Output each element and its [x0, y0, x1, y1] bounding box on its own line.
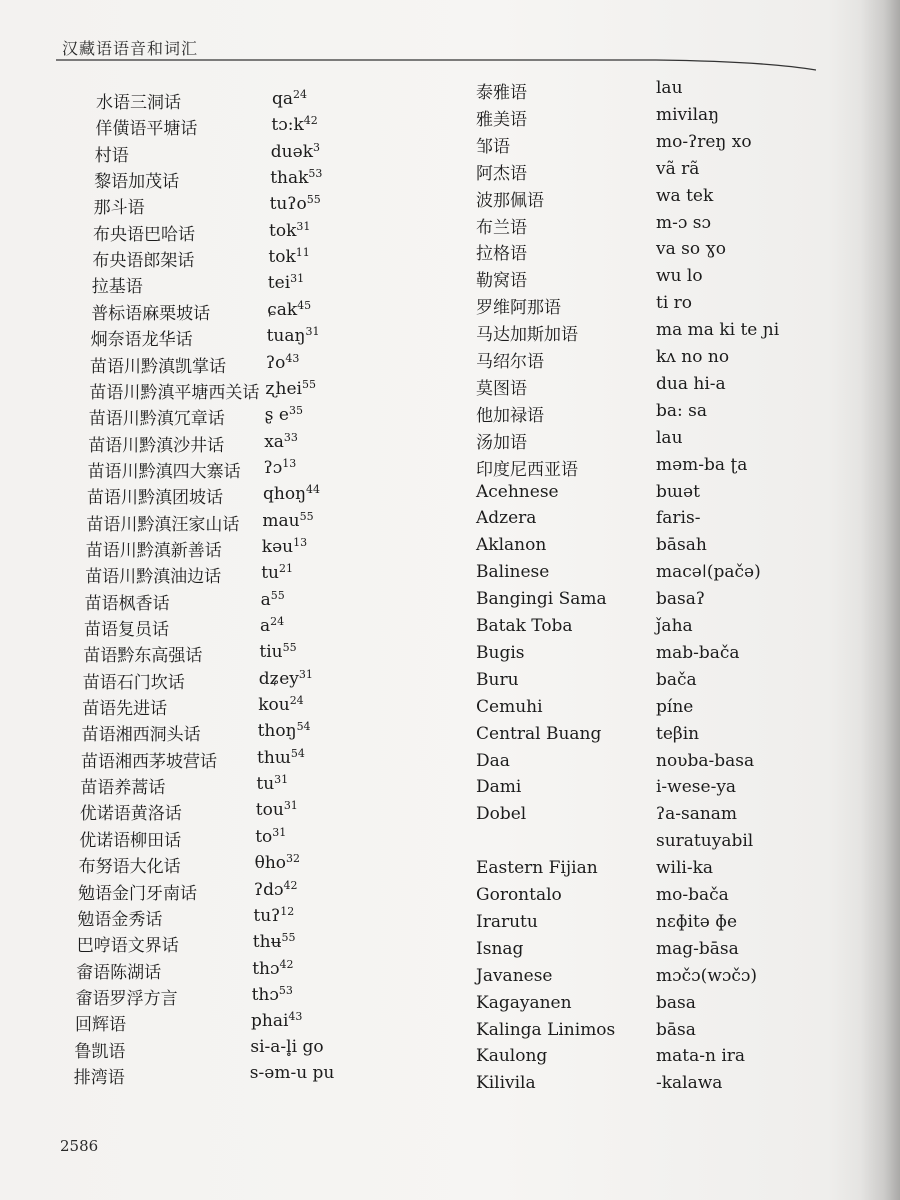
word-form-text: mo-ʔreŋ xo [656, 131, 752, 152]
language-name: 黎语加茂话 [94, 172, 180, 193]
language-name: 马达加斯加语 [476, 325, 578, 346]
word-form-text: ʔa-sanam [656, 804, 738, 825]
word-form-text: ʐhei [265, 378, 302, 399]
word-form [656, 374, 726, 394]
tone-number: 21 [278, 562, 293, 576]
word-form [261, 589, 285, 610]
word-form-text: kou [258, 695, 290, 716]
word-form [656, 293, 692, 313]
word-form [656, 266, 703, 286]
word-form-text: mo-bača [656, 885, 729, 905]
word-form-text: tok [268, 247, 296, 268]
word-form-text: a [260, 589, 271, 610]
language-name: 布央语巴哈话 [93, 224, 195, 245]
word-form [656, 482, 700, 502]
language-name: 拉格语 [476, 244, 527, 265]
language-name: 苗语枫香话 [84, 593, 170, 614]
language-name: Bangingi Sama [476, 589, 607, 610]
language-name: 罗维阿那语 [476, 298, 561, 319]
language-name: 普标语麻栗坡话 [91, 303, 211, 324]
word-form-text: píne [656, 696, 694, 717]
word-form [656, 616, 693, 636]
language-name: 波那佩语 [476, 190, 544, 211]
language-name: 畲语罗浮方言 [75, 988, 178, 1009]
word-form-text: tou [255, 800, 284, 821]
word-form-text: m-ɔ sɔ [656, 212, 712, 233]
word-form-text: i-wese-ya [656, 777, 737, 798]
tone-number: 42 [303, 114, 318, 128]
language-name: 苗语川黔滇冗章话 [88, 409, 225, 430]
language-name: 炯奈语龙华话 [90, 330, 193, 351]
word-form-text: ʔo [266, 352, 286, 373]
tone-number: 31 [296, 219, 311, 233]
tone-number: 31 [283, 799, 298, 813]
language-name: 苗语石门坎话 [82, 672, 185, 693]
word-form-text: dua hi-a [656, 373, 726, 394]
word-form-text: -kalawa [656, 1073, 723, 1094]
word-form-text: ba: sa [656, 400, 708, 421]
word-form-text: bača [656, 669, 697, 690]
word-form-text: va so ɣo [656, 239, 726, 260]
language-name: 村语 [94, 145, 129, 166]
word-form-text: mivilaŋ [656, 104, 720, 125]
word-form [656, 993, 696, 1013]
word-form [656, 777, 736, 797]
word-form [269, 220, 310, 241]
tone-number: 31 [290, 272, 305, 286]
language-name: 苗语复员话 [84, 620, 169, 640]
language-name: 苗语川黔滇油边话 [85, 567, 222, 588]
page-edge-shadow [860, 0, 900, 1200]
word-form [656, 132, 752, 152]
language-name: Dobel [476, 804, 527, 825]
language-name: 苗语川黔滇凯掌话 [90, 356, 226, 377]
word-form-text: basaʔ [656, 589, 705, 610]
word-form-text: lau [656, 78, 683, 98]
word-form [263, 483, 320, 504]
language-name: 畲语陈湖话 [76, 962, 162, 983]
word-form-text: bāsa [656, 1019, 696, 1040]
word-form-text: suratuyabil [656, 831, 754, 852]
word-form-text: macəǀ(pačə) [656, 562, 761, 583]
tone-number: 55 [302, 377, 316, 391]
word-form-text: ʔɔ [263, 457, 283, 478]
word-form-text: ɕak [267, 299, 298, 320]
word-form-text: bɯət [656, 481, 700, 502]
language-name: Central Buang [476, 723, 602, 744]
word-form [267, 299, 311, 320]
language-name: Isnag [476, 938, 524, 959]
word-form-text: lau [656, 427, 683, 448]
word-form [271, 141, 320, 162]
word-form [253, 905, 294, 926]
tone-number: 43 [288, 1010, 303, 1024]
word-form [271, 114, 317, 135]
word-form [257, 747, 305, 768]
language-name: 那斗语 [93, 198, 145, 219]
language-name: Balinese [476, 562, 550, 583]
word-form-text: thak [270, 168, 309, 189]
word-form [266, 352, 299, 373]
word-form-text: faris- [656, 508, 701, 529]
tone-number: 42 [283, 878, 298, 892]
language-name: Eastern Fijian [476, 858, 598, 879]
tone-number: 54 [290, 746, 305, 760]
word-form [656, 105, 719, 125]
tone-number: 24 [289, 694, 304, 708]
word-form-text: thɔ [252, 958, 280, 979]
word-form [252, 958, 293, 979]
word-form-text: kʌ no no [656, 347, 730, 367]
word-form-text: si-a-l̥i go [250, 1036, 324, 1057]
word-form-text: mau [262, 510, 300, 531]
word-form [656, 508, 700, 528]
word-form [264, 431, 298, 452]
language-name: 苗语川黔滇新善话 [85, 540, 222, 561]
language-name: 阿杰语 [476, 163, 527, 184]
word-form [254, 879, 298, 900]
word-form-text: məm-ba ʈa [656, 454, 748, 475]
word-form-text: a [260, 616, 271, 636]
word-form-text: thɔ [251, 984, 279, 1005]
word-form [656, 562, 761, 582]
language-name: 苗语川黔滇平塘西关话 [89, 382, 260, 403]
language-name: 泰雅语 [476, 83, 527, 103]
language-name: 苗语养蒿话 [80, 778, 166, 799]
language-name: 布央语郎架话 [92, 251, 195, 272]
tone-number: 54 [296, 720, 311, 734]
language-name: Aklanon [476, 535, 547, 556]
word-form [267, 325, 320, 346]
page-number: 2586 [60, 1137, 99, 1155]
word-form [656, 885, 729, 905]
word-form-text: tuʔo [269, 194, 307, 215]
word-form-text: thɯ [257, 747, 291, 768]
word-form-text: ʔdɔ [254, 879, 284, 900]
language-name: 莫图语 [476, 378, 527, 399]
language-name: 布努语大化话 [78, 857, 181, 878]
language-name: 拉基语 [91, 277, 143, 298]
word-form-text: ǰaha [656, 616, 693, 636]
word-form [256, 799, 298, 820]
word-form [656, 535, 707, 555]
language-name: 苗语黔东高强话 [83, 646, 203, 667]
tone-number: 32 [286, 852, 301, 866]
tone-number: 55 [299, 509, 314, 523]
language-name: 苗语川黔滇四大寨话 [87, 461, 241, 482]
language-name: Kagayanen [476, 992, 572, 1013]
language-name: 苗语先进话 [82, 699, 168, 720]
word-form-text: θho [254, 853, 287, 874]
word-form-text: phai [251, 1011, 289, 1032]
tone-number: 55 [270, 588, 285, 602]
tone-number: 55 [281, 931, 296, 945]
language-name: Javanese [476, 965, 553, 986]
running-head: 汉藏语语音和词汇 [62, 39, 199, 58]
word-form [256, 773, 288, 794]
tone-number: 24 [270, 615, 285, 628]
word-form [656, 643, 740, 663]
word-form [260, 615, 284, 636]
word-form [265, 378, 316, 399]
word-form-text: xa [264, 431, 284, 452]
word-form [259, 641, 296, 662]
tone-number: 11 [295, 246, 310, 260]
word-form [258, 720, 311, 741]
word-form [656, 320, 779, 340]
word-form-text: nɛɸitə ɸe [656, 911, 738, 932]
tone-number: 13 [293, 535, 308, 549]
word-form [656, 589, 705, 609]
tone-number: 33 [283, 430, 298, 444]
tone-number: 31 [272, 825, 287, 839]
word-form-text: s-əm-u pu [249, 1062, 335, 1083]
language-name: 苗语湘西洞头话 [81, 725, 201, 746]
word-form [656, 213, 711, 233]
tone-number: 53 [308, 167, 323, 181]
word-form [255, 826, 286, 847]
word-form-text: duək [270, 141, 313, 162]
language-name: 佯僙语平塘话 [95, 119, 198, 140]
word-form-text: wa tek [656, 185, 714, 206]
language-name: Gorontalo [476, 885, 562, 905]
language-name: Dami [476, 777, 522, 798]
word-form [270, 193, 321, 214]
word-form [255, 852, 300, 873]
tone-number: 55 [306, 193, 321, 207]
tone-number: 31 [274, 773, 289, 787]
language-name: Adzera [476, 508, 537, 529]
language-name: Bugis [476, 642, 525, 663]
word-form [268, 272, 304, 293]
tone-number: 45 [297, 298, 312, 312]
word-form [261, 562, 293, 583]
word-form [262, 510, 313, 531]
word-form [262, 536, 307, 557]
word-form [656, 239, 726, 259]
word-form-text: tɔ:k [271, 115, 304, 136]
tone-number: 53 [278, 983, 293, 997]
tone-number: 3 [313, 140, 320, 154]
language-name: 巴哼语文界话 [76, 936, 179, 957]
word-form [656, 939, 739, 959]
word-form [656, 401, 707, 421]
word-form [656, 78, 683, 98]
word-form [656, 159, 699, 179]
word-form [253, 931, 296, 952]
word-form [264, 457, 297, 478]
word-form-text: ti ro [656, 293, 693, 314]
language-name: Daa [476, 750, 510, 771]
word-form-text: tu [261, 563, 279, 584]
word-form-text: tuʔ [253, 905, 281, 926]
word-form-text: wu lo [656, 266, 703, 287]
language-name: 苗语川黔滇沙井话 [88, 435, 225, 456]
word-form [656, 724, 699, 744]
word-form [250, 1063, 335, 1083]
word-form [656, 347, 729, 367]
language-name: Kaulong [476, 1046, 548, 1067]
word-form [250, 1037, 323, 1057]
word-form [270, 167, 322, 188]
word-form [656, 186, 713, 206]
language-name: 雅美语 [476, 109, 527, 130]
word-form [656, 804, 737, 824]
word-form [656, 1020, 696, 1040]
word-form [656, 1073, 722, 1093]
tone-number: 13 [282, 456, 297, 470]
word-form [259, 668, 313, 689]
language-name: 汤加语 [476, 432, 527, 453]
language-name: 印度尼西亚语 [476, 459, 578, 480]
language-name: 鲁凯语 [74, 1041, 126, 1062]
word-form-text: tiu [259, 642, 283, 663]
tone-number: 12 [280, 904, 295, 918]
language-name: 排湾语 [73, 1067, 125, 1088]
language-name: 邹语 [476, 136, 510, 157]
word-form-text: ma ma ki te ɲi [656, 320, 780, 341]
word-form [272, 88, 307, 109]
word-form [656, 697, 693, 717]
tone-number: 24 [293, 88, 308, 101]
word-form-text: teβin [656, 723, 700, 744]
word-form-text: mag-bāsa [656, 938, 739, 959]
language-name: 布兰语 [476, 217, 527, 238]
language-name: 他加禄语 [476, 405, 544, 426]
language-name: 水语三洞话 [96, 93, 181, 113]
language-name: 苗语川黔滇团坡话 [87, 488, 223, 509]
word-form [656, 831, 753, 851]
word-form-text: dʑey [258, 668, 299, 689]
language-name: 苗语川黔滇汪家山话 [86, 514, 240, 535]
word-form-text: mata-n ira [656, 1046, 746, 1067]
word-form-text: qhoŋ [263, 484, 307, 505]
language-name: Acehnese [476, 481, 559, 502]
word-form-text: to [255, 826, 273, 847]
language-name: 优诺语黄洛话 [79, 804, 182, 825]
language-name: Irarutu [476, 911, 538, 932]
word-form [258, 694, 304, 715]
language-name: 勉语金秀话 [77, 909, 163, 930]
word-form-text: tuaŋ [266, 326, 306, 347]
language-name: 回辉语 [75, 1015, 126, 1036]
word-form [251, 1010, 302, 1031]
word-form [656, 858, 713, 878]
word-form [656, 751, 754, 771]
language-name: Kalinga Linimos [476, 1019, 616, 1040]
word-form [656, 912, 737, 932]
language-name: 勒窝语 [476, 271, 527, 292]
word-form-text: bāsah [656, 535, 707, 556]
tone-number: 31 [298, 667, 313, 681]
word-form-text: tu [256, 774, 275, 795]
tone-number: 35 [289, 404, 303, 418]
word-form-text: thʉ [252, 932, 282, 953]
word-form-text: vã rã [656, 158, 700, 179]
word-form-text: basa [656, 992, 696, 1013]
word-form [656, 670, 697, 690]
word-form [656, 455, 747, 475]
tone-number: 44 [306, 483, 321, 497]
word-form [252, 984, 293, 1005]
tone-number: 43 [285, 351, 300, 365]
word-form-text: tok [269, 220, 297, 241]
language-name: 优诺语柳田话 [79, 830, 182, 851]
tone-number: 42 [279, 957, 294, 971]
language-name: Batak Toba [476, 616, 573, 636]
word-form-text: kəu [261, 536, 294, 557]
language-name: 勉语金门牙南话 [78, 883, 197, 904]
word-form [656, 1046, 745, 1066]
word-form [656, 966, 757, 986]
word-form-text: qa [272, 89, 294, 109]
word-form-text: mab-bača [656, 642, 740, 663]
language-name: Buru [476, 669, 519, 690]
word-form-text: thoŋ [257, 721, 297, 742]
language-name: 马绍尔语 [476, 352, 544, 372]
language-name: 苗语湘西茅坡营话 [81, 751, 217, 772]
word-form [268, 246, 309, 267]
tone-number: 55 [282, 641, 297, 655]
word-form-text: ʂ e [264, 405, 289, 426]
word-form-text: tei [267, 273, 291, 294]
word-form [656, 428, 683, 448]
language-name: Kilivila [476, 1073, 536, 1094]
word-form [265, 404, 303, 425]
word-form-text: noʋba-basa [656, 750, 755, 771]
word-form-text: wili-ka [656, 858, 714, 879]
tone-number: 31 [305, 325, 320, 339]
header-rule [56, 56, 816, 86]
word-form-text: mɔčɔ(wɔčɔ) [656, 965, 758, 986]
language-name: Cemuhi [476, 696, 543, 717]
